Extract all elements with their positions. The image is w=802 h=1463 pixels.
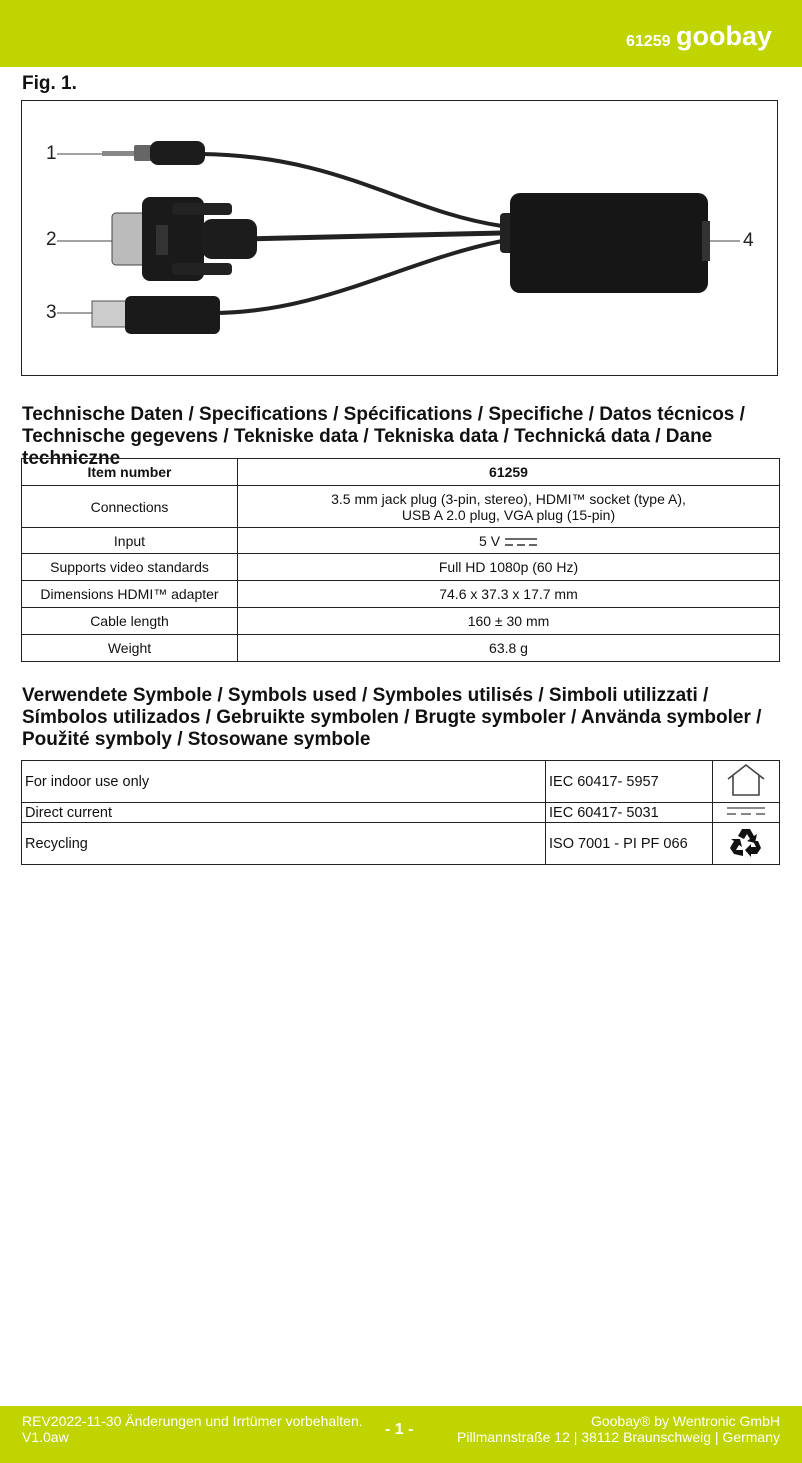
footer-revision: REV2022-11-30 Änderungen und Irrtümer vorbehalten. V1.0aw bbox=[22, 1413, 363, 1445]
adapter-illustration bbox=[22, 101, 777, 375]
spec-key: Dimensions HDMI™ adapter bbox=[22, 581, 238, 608]
spec-key: Connections bbox=[22, 486, 238, 528]
specifications-heading: Technische Daten / Specifications / Spécifications / Specifiche / Datos técnicos / Technische gegevens / Tekniske data / Tekniska data / Technická data / Dane techniczne bbox=[22, 404, 745, 469]
symbol-standard: IEC 60417- 5957 bbox=[546, 761, 713, 803]
symbol-standard: ISO 7001 - PI PF 066 bbox=[546, 823, 713, 865]
table-row bbox=[22, 635, 780, 662]
goobay-logo bbox=[676, 20, 786, 54]
symbols-table bbox=[21, 760, 780, 865]
footer-bar bbox=[0, 1406, 802, 1463]
callout-1: 1 bbox=[46, 143, 57, 164]
spec-value: Full HD 1080p (60 Hz) bbox=[238, 554, 780, 581]
symbol-label: Recycling bbox=[22, 823, 546, 865]
table-row bbox=[22, 761, 780, 803]
table-row bbox=[22, 581, 780, 608]
spec-value: 5 V bbox=[238, 528, 780, 554]
recycling-icon bbox=[729, 825, 763, 859]
callout-4: 4 bbox=[743, 230, 754, 251]
spec-key: Supports video standards bbox=[22, 554, 238, 581]
symbol-icon-cell bbox=[713, 803, 780, 823]
specifications-table bbox=[21, 458, 780, 662]
header-item-number: 61259 bbox=[626, 33, 671, 50]
spec-header-key: Item number bbox=[22, 459, 238, 486]
direct-current-icon bbox=[504, 537, 538, 547]
figure-title: Fig. 1. bbox=[22, 73, 77, 94]
table-row bbox=[22, 803, 780, 823]
spec-value: 3.5 mm jack plug (3-pin, stereo), HDMI™ socket (type A), USB A 2.0 plug, VGA plug (15-pin) bbox=[238, 486, 780, 528]
product-figure bbox=[21, 100, 778, 376]
table-row bbox=[22, 608, 780, 635]
table-row bbox=[22, 486, 780, 528]
header-bar bbox=[0, 0, 802, 67]
house-icon bbox=[724, 762, 768, 798]
callout-2: 2 bbox=[46, 229, 57, 250]
table-row bbox=[22, 823, 780, 865]
spec-key: Input bbox=[22, 528, 238, 554]
spec-key: Cable length bbox=[22, 608, 238, 635]
spec-value: 160 ± 30 mm bbox=[238, 608, 780, 635]
symbols-heading: Verwendete Symbole / Symbols used / Symboles utilisés / Simboli utilizzati / Símbolos utilizados / Gebruikte symbolen / Brugte symboler / Använda symboler / Použité symboly / Stosowane symbole bbox=[22, 685, 762, 750]
spec-header-value: 61259 bbox=[238, 459, 780, 486]
symbol-icon-cell bbox=[713, 823, 780, 865]
table-row bbox=[22, 554, 780, 581]
symbol-standard: IEC 60417- 5031 bbox=[546, 803, 713, 823]
callout-3: 3 bbox=[46, 302, 57, 323]
direct-current-icon bbox=[726, 805, 766, 817]
spec-value: 63.8 g bbox=[238, 635, 780, 662]
page-number: - 1 - bbox=[385, 1421, 414, 1438]
footer-company: Goobay® by Wentronic GmbH Pillmannstraße 12 | 38112 Braunschweig | Germany bbox=[457, 1413, 780, 1445]
symbol-label: Direct current bbox=[22, 803, 546, 823]
spec-value: 74.6 x 37.3 x 17.7 mm bbox=[238, 581, 780, 608]
spec-key: Weight bbox=[22, 635, 238, 662]
symbol-icon-cell bbox=[713, 761, 780, 803]
table-row bbox=[22, 528, 780, 554]
symbol-label: For indoor use only bbox=[22, 761, 546, 803]
table-row bbox=[22, 459, 780, 486]
svg-text:goobay: goobay bbox=[676, 21, 773, 51]
